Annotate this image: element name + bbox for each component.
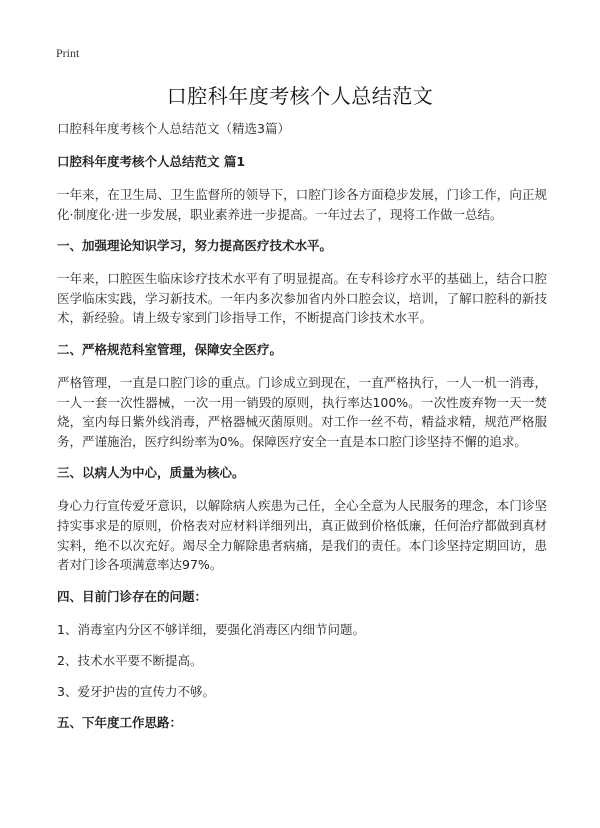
- problem-item-2: 2、技术水平要不断提高。: [57, 652, 203, 668]
- article-title: 口腔科年度考核个人总结范文 篇1: [57, 154, 246, 169]
- section-heading-4: 四、目前门诊存在的问题：: [57, 588, 208, 604]
- problem-item-1: 1、消毒室内分区不够详细，要强化消毒区内细节问题。: [57, 621, 365, 637]
- section-paragraph-2: 严格管理，一直是口腔门诊的重点。门诊成立到现在，一直严格执行，一人一机一消毒，一人一套一次性器械，一次一用一销毁的原则，执行率达100%。一次性废弃物一天一焚烧，室内每日紫外线消毒，严格器械灭菌原则。对工作一丝不苟，精益求精，规范严格服务，严谨施治，医疗纠纷率为0%。保障医疗安全一直是本口腔门诊坚持不懈的追求。: [57, 374, 547, 449]
- section-paragraph-1: 一年来，口腔医生临床诊疗技术水平有了明显提高。在专科诊疗水平的基础上，结合口腔医学临床实践，学习新技术。一年内多次参加省内外口腔会议，培训，了解口腔科的新技术，新经验。请上级专家到门诊指导工作，不断提高门诊技术水平。: [57, 271, 547, 326]
- section-paragraph-3: 身心力行宣传爱牙意识，以解除病人疾患为己任，全心全意为人民服务的理念，本门诊坚持实事求是的原则，价格表对应材料详细列出，真正做到价格低廉，任何治疗都做到真材实料，绝不以次充好。竭尽全力解除患者病痛，是我们的责任。本门诊坚持定期回访，患者对门诊各项满意率达97%。: [57, 498, 547, 573]
- document-body: [57, 119, 547, 746]
- print-label: Print: [56, 46, 80, 60]
- section-heading-3: 三、以病人为中心，质量为核心。: [57, 465, 245, 481]
- section-heading-2: 二、严格规范科室管理，保障安全医疗。: [57, 341, 283, 357]
- section-heading-1: 一、加强理论知识学习，努力提高医疗技术水平。: [57, 238, 333, 254]
- document-subtitle: 口腔科年度考核个人总结范文（精选3篇）: [57, 121, 290, 136]
- section-heading-5: 五、下年度工作思路：: [57, 714, 183, 730]
- problem-item-3: 3、爱牙护齿的宣传力不够。: [57, 683, 215, 699]
- intro-paragraph: 一年来，在卫生局、卫生监督所的领导下，口腔门诊各方面稳步发展，门诊工作，向正规化·制度化·进一步发展，职业素养进一步提高。一年过去了，现将工作做一总结。: [57, 187, 547, 222]
- document-title: 口腔科年度考核个人总结范文: [166, 84, 434, 108]
